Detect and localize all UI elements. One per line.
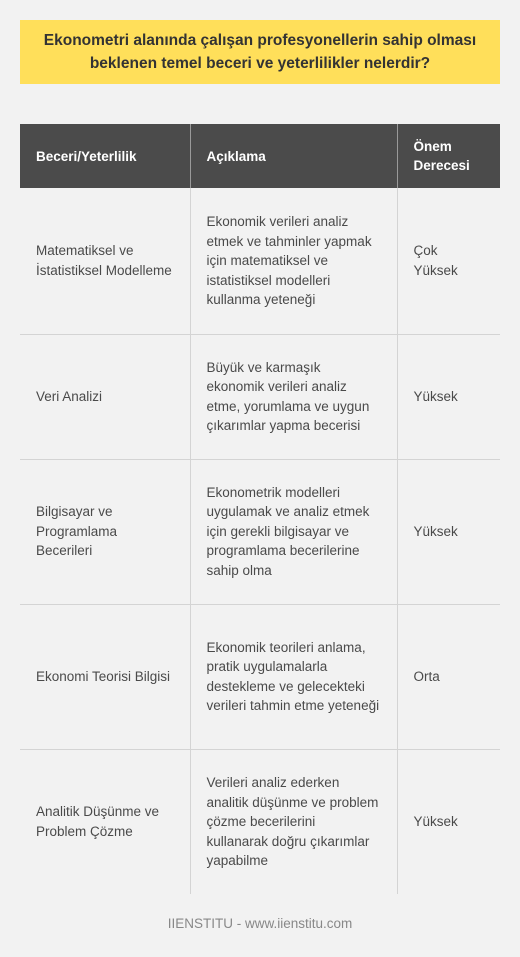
skill-cell: Matematiksel ve İstatistiksel Modelleme bbox=[20, 188, 190, 334]
skill-cell: Veri Analizi bbox=[20, 334, 190, 459]
skill-cell: Bilgisayar ve Programlama Becerileri bbox=[20, 459, 190, 604]
importance-cell: Orta bbox=[397, 604, 500, 749]
description-cell: Ekonometrik modelleri uygulamak ve analiz etmek için gerekli bilgisayar ve programlama becerilerine sahip olma bbox=[190, 459, 397, 604]
table-row bbox=[20, 334, 500, 459]
header-importance: Önem Derecesi bbox=[397, 124, 500, 188]
importance-cell: Yüksek bbox=[397, 749, 500, 894]
table-row bbox=[20, 188, 500, 334]
table-header-row bbox=[20, 124, 500, 188]
header-skill: Beceri/Yeterlilik bbox=[20, 124, 190, 188]
importance-cell: Çok Yüksek bbox=[397, 188, 500, 334]
description-cell: Ekonomik verileri analiz etmek ve tahminler yapmak için matematiksel ve istatistiksel modelleri kullanma yeteneği bbox=[190, 188, 397, 334]
page-title: Ekonometri alanında çalışan profesyonellerin sahip olması beklenen temel beceri ve yeterlilikler nelerdir? bbox=[43, 32, 477, 72]
header-description: Açıklama bbox=[190, 124, 397, 188]
importance-cell: Yüksek bbox=[397, 334, 500, 459]
description-cell: Büyük ve karmaşık ekonomik verileri analiz etme, yorumlama ve uygun çıkarımlar yapma becerisi bbox=[190, 334, 397, 459]
footer-credit: IIENSTITU - www.iienstitu.com bbox=[167, 916, 353, 931]
importance-cell: Yüksek bbox=[397, 459, 500, 604]
description-cell: Verileri analiz ederken analitik düşünme ve problem çözme becerilerini kullanarak doğru çıkarımlar yapabilme bbox=[190, 749, 397, 894]
skills-table bbox=[20, 124, 500, 894]
table-row bbox=[20, 749, 500, 894]
description-cell: Ekonomik teorileri anlama, pratik uygulamalarla destekleme ve gelecekteki verileri tahmin etme yeteneği bbox=[190, 604, 397, 749]
title-banner bbox=[20, 20, 500, 84]
skill-cell: Analitik Düşünme ve Problem Çözme bbox=[20, 749, 190, 894]
table-row bbox=[20, 604, 500, 749]
skill-cell: Ekonomi Teorisi Bilgisi bbox=[20, 604, 190, 749]
table-row bbox=[20, 459, 500, 604]
